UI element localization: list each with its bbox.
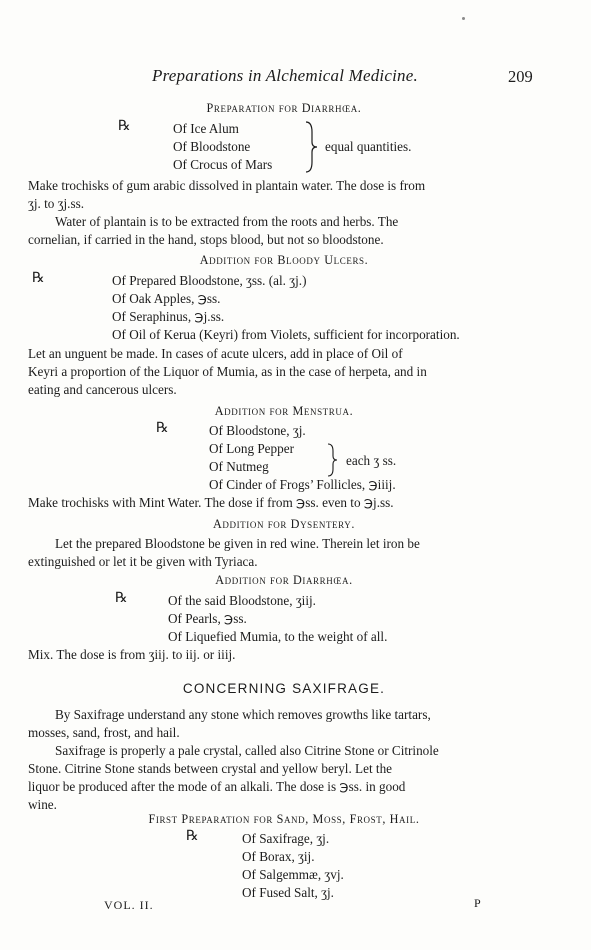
brace-note: each ʒ ss. bbox=[346, 453, 397, 468]
paragraph-line: Let the prepared Bloodstone be given in red wine. Therein let iron be bbox=[55, 536, 420, 551]
paragraph-line: liquor be produced after the mode of an alkali. The dose is ℈ss. in good bbox=[28, 779, 406, 794]
heading-diarrhoea-1: Preparation for Diarrhœa. bbox=[206, 101, 362, 115]
paragraph-line: extinguished or let it be given with Tyriaca. bbox=[28, 554, 258, 569]
paper-speck bbox=[462, 17, 465, 20]
ingredient-line: Of Cinder of Frogs’ Follicles, ℈iiij. bbox=[209, 477, 396, 492]
recipe-symbol: ℞ bbox=[156, 421, 169, 436]
recipe-symbol: ℞ bbox=[32, 271, 45, 286]
heading-dysentery: Addition for Dysentery. bbox=[212, 517, 356, 531]
recipe-symbol: ℞ bbox=[118, 119, 131, 134]
paragraph-line: ʒj. to ʒj.ss. bbox=[28, 196, 85, 211]
ingredient-line: Of Long Pepper bbox=[209, 441, 294, 456]
paragraph-line: Let an unguent be made. In cases of acute ulcers, add in place of Oil of bbox=[28, 346, 403, 361]
paragraph-line: Keyri a proportion of the Liquor of Mumia, as in the case of herpeta, and in bbox=[28, 364, 427, 379]
paragraph-line: cornelian, if carried in the hand, stops blood, but not so bloodstone. bbox=[28, 232, 384, 247]
signature-mark: P bbox=[474, 896, 481, 910]
curly-brace-icon bbox=[304, 120, 320, 174]
paragraph-line: Make trochisks of gum arabic dissolved in plantain water. The dose is from bbox=[28, 178, 426, 193]
ingredient-line: Of Borax, ʒij. bbox=[242, 849, 315, 864]
ingredient-line: Of Saxifrage, ʒj. bbox=[242, 831, 330, 846]
heading-diarrhoea-2: Addition for Diarrhœa. bbox=[215, 573, 353, 587]
ingredient-line: Of Bloodstone, ʒj. bbox=[209, 423, 306, 438]
ingredient-line: Of Ice Alum bbox=[173, 121, 239, 136]
paragraph-line: Make trochisks with Mint Water. The dose if from ℈ss. even to ℈j.ss. bbox=[28, 495, 394, 510]
paragraph-line: Mix. The dose is from ʒiij. to iij. or iiij. bbox=[28, 647, 236, 662]
ingredient-line: Of Oak Apples, ℈ss. bbox=[112, 291, 221, 306]
book-page bbox=[28, 0, 540, 950]
ingredient-line: Of the said Bloodstone, ʒiij. bbox=[168, 593, 316, 608]
curly-brace-icon bbox=[326, 442, 340, 478]
ingredient-line: Of Liquefied Mumia, to the weight of all. bbox=[168, 629, 388, 644]
paragraph-line: Saxifrage is properly a pale crystal, called also Citrine Stone or Citrinole bbox=[55, 743, 439, 758]
paragraph-line: wine. bbox=[28, 797, 57, 812]
volume-label: VOL. II. bbox=[104, 898, 154, 912]
running-title: Preparations in Alchemical Medicine. bbox=[152, 66, 418, 85]
paragraph-line: Stone. Citrine Stone stands between crystal and yellow beryl. Let the bbox=[28, 761, 393, 776]
page-number: 209 bbox=[508, 67, 533, 86]
ingredient-line: Of Seraphinus, ℈j.ss. bbox=[112, 309, 225, 324]
ingredient-line: Of Nutmeg bbox=[209, 459, 269, 474]
paragraph-line: By Saxifrage understand any stone which removes growths like tartars, bbox=[55, 707, 431, 722]
ingredient-line: Of Oil of Kerua (Keyri) from Violets, sufficient for incorporation. bbox=[112, 327, 460, 342]
heading-ulcers: Addition for Bloody Ulcers. bbox=[199, 253, 369, 267]
ingredient-line: Of Fused Salt, ʒj. bbox=[242, 885, 334, 900]
ingredient-line: Of Pearls, ℈ss. bbox=[168, 611, 247, 626]
recipe-symbol: ℞ bbox=[115, 591, 128, 606]
recipe-symbol: ℞ bbox=[186, 829, 199, 844]
ingredient-line: Of Crocus of Mars bbox=[173, 157, 273, 172]
ingredient-line: Of Prepared Bloodstone, ʒss. (al. ʒj.) bbox=[112, 273, 307, 288]
paragraph-line: mosses, sand, frost, and hail. bbox=[28, 725, 180, 740]
paragraph-line: Water of plantain is to be extracted from the roots and herbs. The bbox=[55, 214, 399, 229]
paragraph-line: eating and cancerous ulcers. bbox=[28, 382, 177, 397]
ingredient-line: Of Bloodstone bbox=[173, 139, 251, 154]
brace-note: equal quantities. bbox=[325, 139, 412, 154]
ingredient-line: Of Salgemmæ, ʒvj. bbox=[242, 867, 344, 882]
section-title: CONCERNING SAXIFRAGE. bbox=[182, 681, 386, 696]
heading-menstrua: Addition for Menstrua. bbox=[214, 404, 354, 418]
heading-first-preparation: First Preparation for Sand, Moss, Frost, Hail. bbox=[148, 812, 420, 826]
